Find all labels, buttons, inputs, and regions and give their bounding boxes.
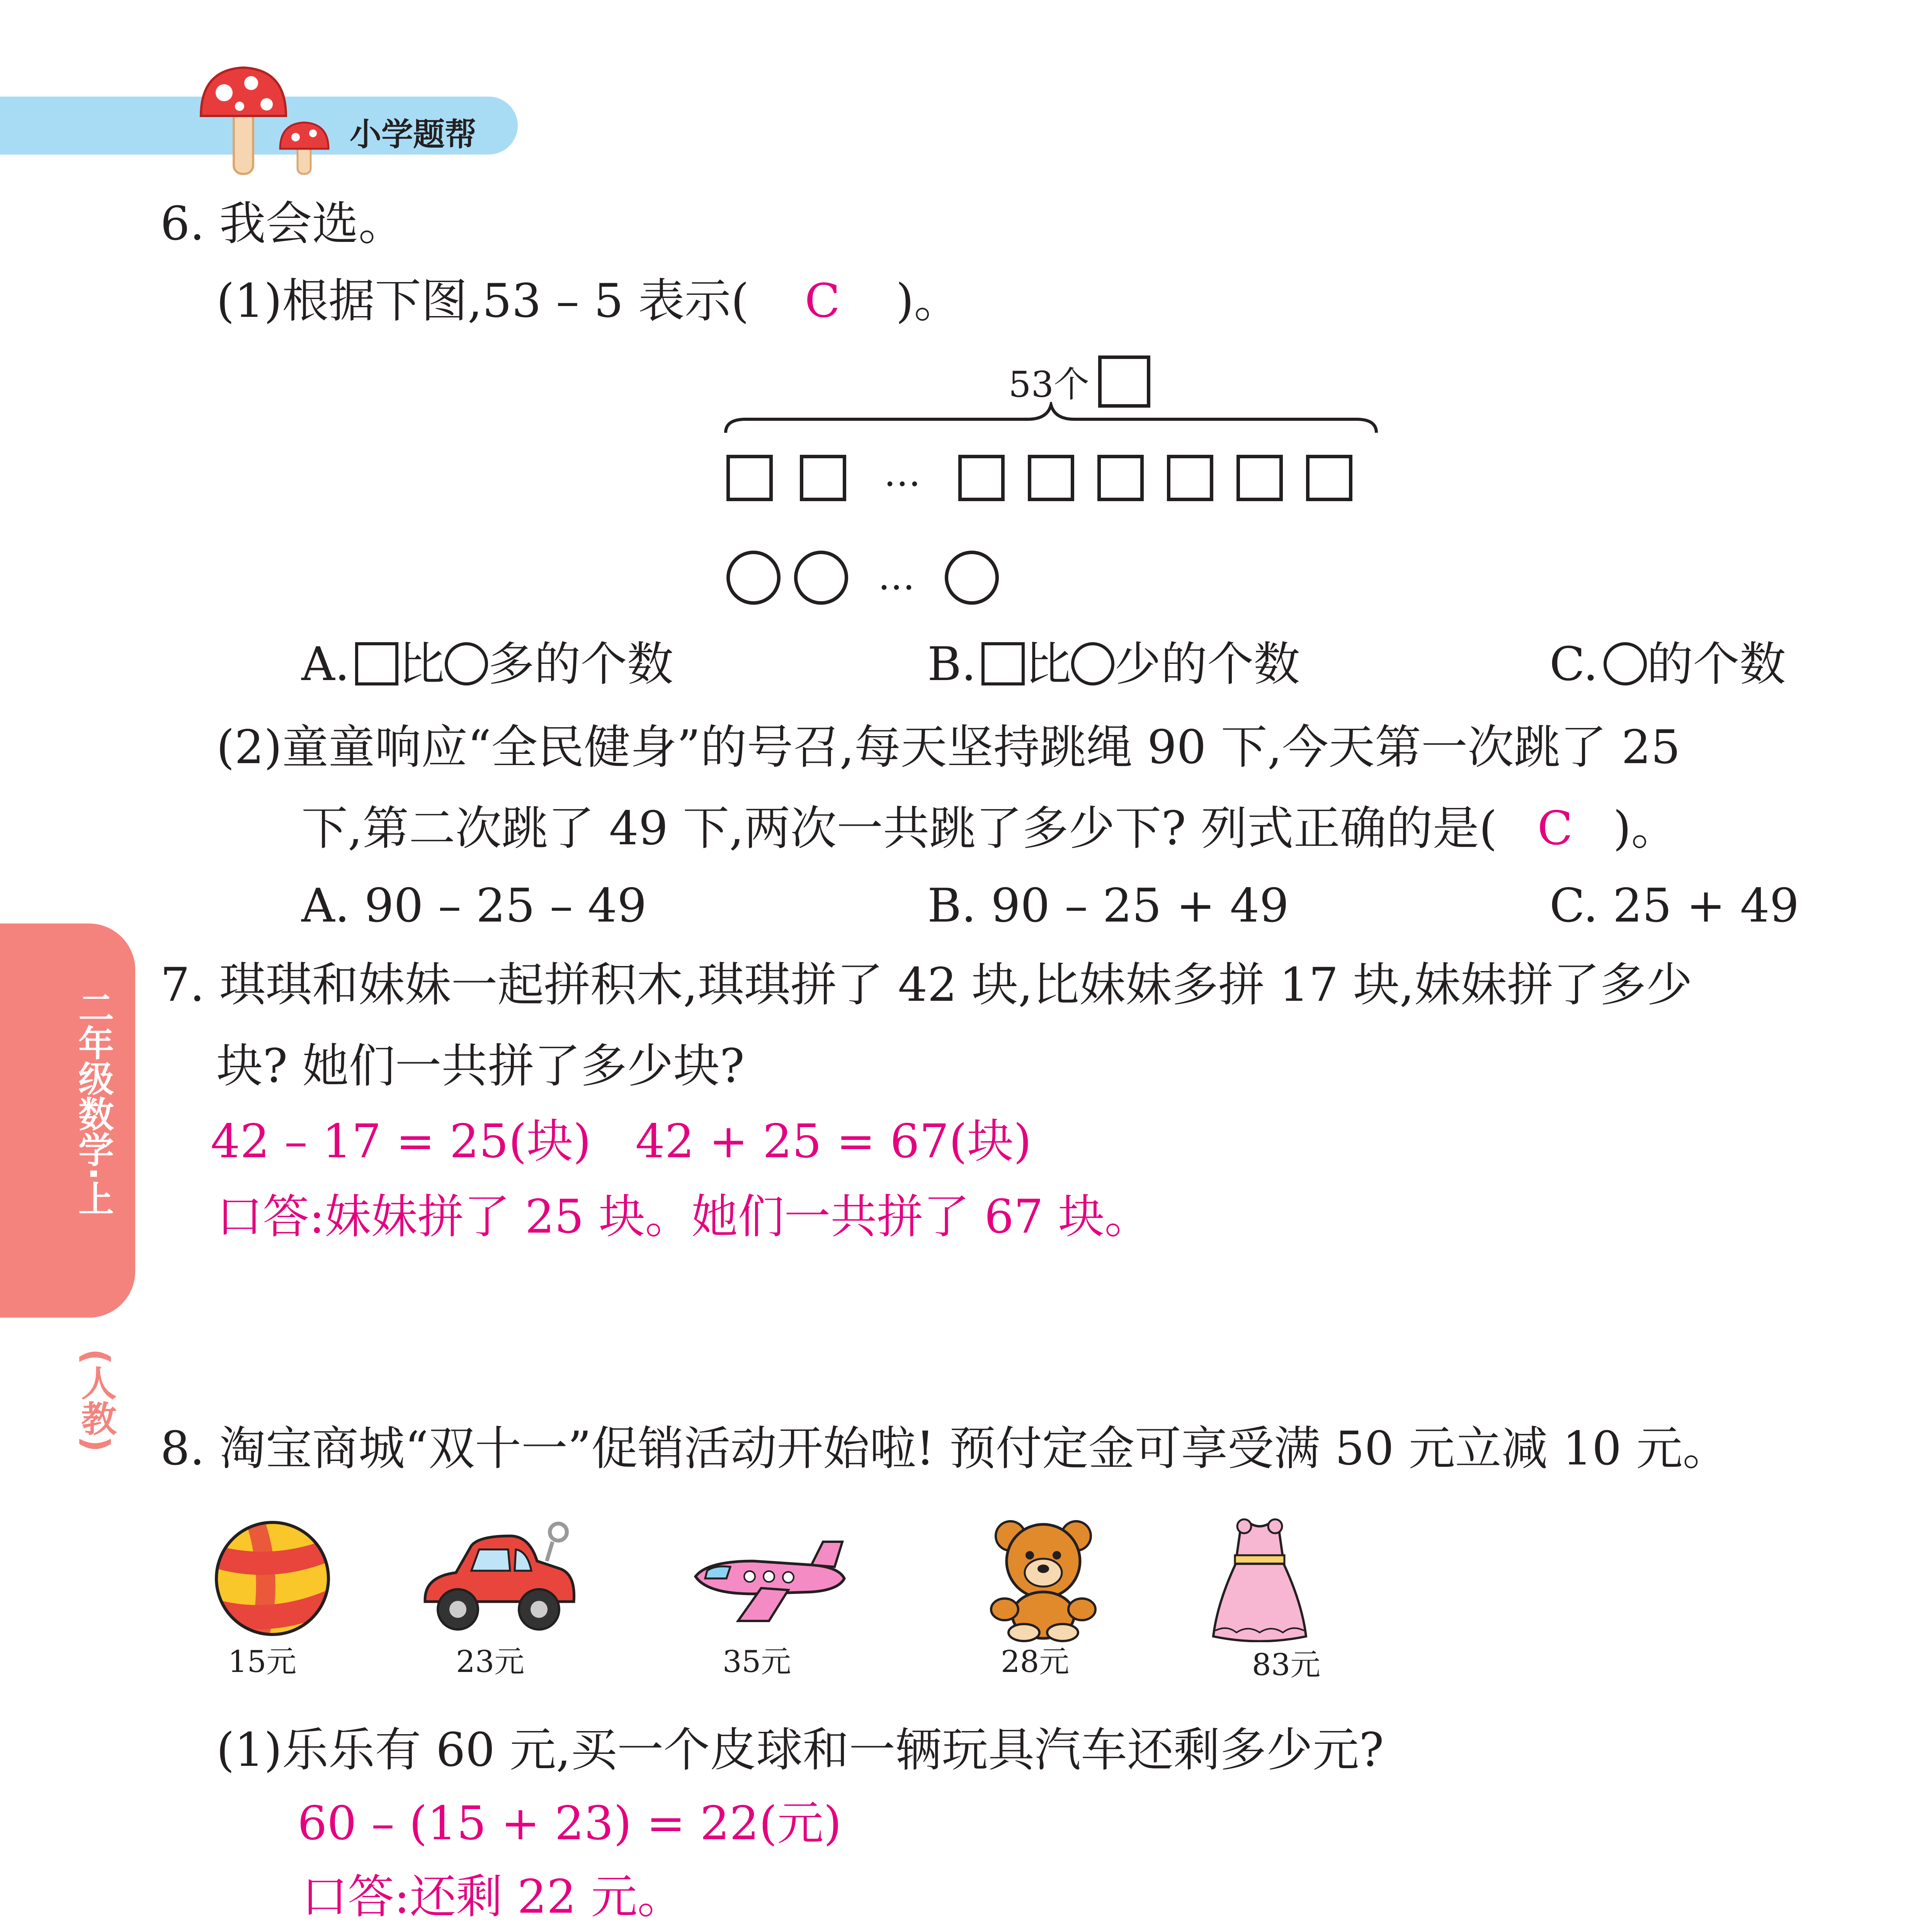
teddy-bear-icon (981, 1515, 1105, 1642)
circle-icon (1604, 642, 1647, 685)
option-mid: 比 (1025, 638, 1071, 691)
q7-answer-sentence: 口答:妹妹拼了 25 块。她们一共拼了 67 块。 (216, 1190, 1151, 1244)
price-ball: 15元 (228, 1645, 297, 1679)
q6-part1-suffix: )。 (896, 274, 961, 328)
diagram-label-group (1009, 355, 1150, 408)
q8-part1-answer-sentence: 口答:还剩 22 元。 (301, 1870, 684, 1924)
square (1236, 455, 1283, 501)
square-icon (981, 642, 1025, 685)
mushroom-logo-icon (193, 62, 340, 178)
option-suffix: 少的个数 (1114, 638, 1300, 691)
option-prefix: C. (1549, 638, 1598, 691)
option-prefix: A. (301, 638, 350, 691)
ball-icon (213, 1519, 332, 1638)
option-suffix: 的个数 (1646, 638, 1786, 691)
option-mid: 比 (398, 638, 445, 691)
price-dress: 83元 (1252, 1648, 1321, 1682)
price-plane: 35元 (723, 1645, 791, 1679)
q6-part1-prefix: (1)根据下图,53 – 5 表示( (216, 274, 749, 328)
header-title: 小学题帮 (350, 116, 477, 153)
q7-answer-equation: 42 – 17 = 25(块) 42 + 25 = 67(块) (211, 1115, 1032, 1168)
q7-line1: 7. 琪琪和妹妹一起拼积木,琪琪拼了 42 块,比妹妹多拼 17 块,妹妹拼了多少 (160, 958, 1693, 1012)
q6-p1-option-a[interactable] (301, 638, 673, 691)
circle-icon (1071, 642, 1114, 685)
q6-part2-line2-prefix: 下,第二次跳了 49 下,两次一共跳了多少下? 列式正确的是( (301, 802, 1497, 855)
q6-p2-option-c[interactable]: C. 25 + 49 (1549, 879, 1799, 933)
q6-part2-answer: C (1537, 802, 1573, 855)
q7-line2: 块? 她们一共拼了多少块? (216, 1039, 745, 1093)
q6-part2-suffix: )。 (1613, 802, 1678, 855)
ellipsis: … (878, 555, 915, 598)
q6-title: 6. 我会选。 (160, 197, 405, 251)
q8-title: 8. 淘宝商城“双十一”促销活动开始啦! 预付定金可享受满 50 元立减 10 元。 (160, 1422, 1729, 1476)
square (958, 455, 1005, 501)
square (1097, 455, 1144, 501)
toy-plane-icon (684, 1534, 854, 1631)
ellipsis: … (884, 451, 921, 495)
square-icon (355, 642, 398, 685)
diagram-label-square (1098, 355, 1150, 408)
dress-icon (1209, 1515, 1310, 1642)
price-bear: 28元 (1001, 1645, 1070, 1679)
q6-part1-answer: C (804, 274, 840, 328)
q6-p2-option-a[interactable]: A. 90 – 25 – 49 (301, 879, 647, 933)
side-tab-edition: (人教) (75, 1349, 117, 1452)
q6-p1-option-b[interactable] (927, 638, 1300, 691)
q6-part2-line2 (301, 802, 1678, 855)
q6-p2-option-b[interactable]: B. 90 – 25 + 49 (927, 879, 1289, 933)
toy-car-icon (413, 1519, 583, 1642)
diagram-label: 53个 (1009, 364, 1090, 405)
circle-icon (445, 642, 488, 685)
q8-part1-answer-equation: 60 – (15 + 23) = 22(元) (298, 1797, 842, 1850)
square (1028, 455, 1074, 501)
option-suffix: 多的个数 (488, 638, 673, 691)
price-car: 23元 (456, 1645, 525, 1679)
circle (945, 551, 999, 605)
diagram-circles-row (726, 551, 999, 606)
option-prefix: B. (927, 638, 976, 691)
circle (794, 551, 848, 605)
q6-part2-line1: (2)童童响应“全民健身”的号召,每天坚持跳绳 90 下,今天第一次跳了 25 (216, 721, 1680, 774)
q8-part1: (1)乐乐有 60 元,买一个皮球和一辆玩具汽车还剩多少元? (216, 1723, 1384, 1777)
q6-p1-option-c[interactable] (1549, 638, 1786, 691)
q6-part1 (216, 274, 961, 328)
diagram-brace (723, 402, 1379, 437)
square (1306, 455, 1352, 501)
square (1167, 455, 1213, 501)
side-tab-grade: 二年级数学·上 (73, 989, 114, 1216)
side-tab (0, 923, 135, 1318)
circle (726, 551, 781, 605)
diagram-squares-row (726, 451, 1352, 503)
square (726, 455, 773, 501)
square (800, 455, 846, 501)
